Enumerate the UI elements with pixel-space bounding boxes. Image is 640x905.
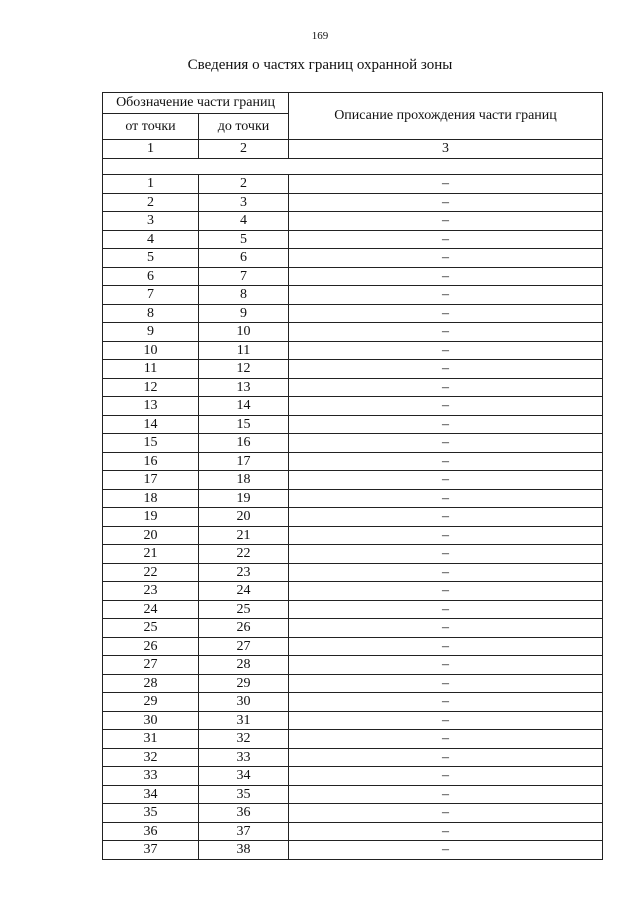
to-point-cell: 7	[199, 267, 289, 286]
table-row	[103, 378, 603, 397]
from-point-cell: 17	[103, 471, 199, 490]
to-point-cell: 6	[199, 249, 289, 268]
table-row	[103, 582, 603, 601]
header-boundary-designation: Обозначение части границ	[103, 93, 289, 114]
to-point-cell: 20	[199, 508, 289, 527]
from-point-cell: 5	[103, 249, 199, 268]
description-cell: –	[289, 323, 603, 342]
to-point-cell: 18	[199, 471, 289, 490]
from-point-cell: 7	[103, 286, 199, 305]
from-point-cell: 12	[103, 378, 199, 397]
to-point-cell: 33	[199, 748, 289, 767]
to-point-cell: 25	[199, 600, 289, 619]
table-row	[103, 767, 603, 786]
table-row	[103, 804, 603, 823]
to-point-cell: 38	[199, 841, 289, 860]
table-row	[103, 341, 603, 360]
from-point-cell: 33	[103, 767, 199, 786]
table-row	[103, 674, 603, 693]
from-point-cell: 28	[103, 674, 199, 693]
from-point-cell: 9	[103, 323, 199, 342]
header-description: Описание прохождения части границ	[289, 93, 603, 140]
table-row	[103, 489, 603, 508]
to-point-cell: 2	[199, 175, 289, 194]
from-point-cell: 26	[103, 637, 199, 656]
to-point-cell: 37	[199, 822, 289, 841]
document-title: Сведения о частях границ охранной зоны	[187, 57, 453, 73]
from-point-cell: 22	[103, 563, 199, 582]
description-cell: –	[289, 711, 603, 730]
to-point-cell: 31	[199, 711, 289, 730]
to-point-cell: 16	[199, 434, 289, 453]
from-point-cell: 29	[103, 693, 199, 712]
to-point-cell: 24	[199, 582, 289, 601]
to-point-cell: 19	[199, 489, 289, 508]
description-cell: –	[289, 267, 603, 286]
to-point-cell: 21	[199, 526, 289, 545]
description-cell: –	[289, 730, 603, 749]
description-cell: –	[289, 415, 603, 434]
from-point-cell: 19	[103, 508, 199, 527]
table-row	[103, 193, 603, 212]
page-number: 169	[311, 30, 329, 42]
description-cell: –	[289, 656, 603, 675]
description-cell: –	[289, 249, 603, 268]
description-cell: –	[289, 748, 603, 767]
from-point-cell: 21	[103, 545, 199, 564]
table-row	[103, 415, 603, 434]
from-point-cell: 36	[103, 822, 199, 841]
table-row	[103, 656, 603, 675]
description-cell: –	[289, 637, 603, 656]
description-cell: –	[289, 452, 603, 471]
from-point-cell: 8	[103, 304, 199, 323]
to-point-cell: 12	[199, 360, 289, 379]
table-row	[103, 508, 603, 527]
table-row	[103, 711, 603, 730]
to-point-cell: 30	[199, 693, 289, 712]
description-cell: –	[289, 600, 603, 619]
to-point-cell: 36	[199, 804, 289, 823]
from-point-cell: 4	[103, 230, 199, 249]
from-point-cell: 32	[103, 748, 199, 767]
description-cell: –	[289, 360, 603, 379]
table-row	[103, 304, 603, 323]
table-row	[103, 249, 603, 268]
description-cell: –	[289, 193, 603, 212]
to-point-cell: 28	[199, 656, 289, 675]
description-cell: –	[289, 397, 603, 416]
from-point-cell: 37	[103, 841, 199, 860]
from-point-cell: 13	[103, 397, 199, 416]
header-to-point: до точки	[199, 114, 289, 140]
description-cell: –	[289, 674, 603, 693]
table-row	[103, 175, 603, 194]
from-point-cell: 14	[103, 415, 199, 434]
description-cell: –	[289, 230, 603, 249]
description-cell: –	[289, 378, 603, 397]
table-row	[103, 693, 603, 712]
to-point-cell: 10	[199, 323, 289, 342]
to-point-cell: 3	[199, 193, 289, 212]
description-cell: –	[289, 804, 603, 823]
from-point-cell: 16	[103, 452, 199, 471]
description-cell: –	[289, 434, 603, 453]
description-cell: –	[289, 582, 603, 601]
from-point-cell: 25	[103, 619, 199, 638]
description-cell: –	[289, 175, 603, 194]
from-point-cell: 11	[103, 360, 199, 379]
description-cell: –	[289, 212, 603, 231]
table-row	[103, 785, 603, 804]
from-point-cell: 27	[103, 656, 199, 675]
to-point-cell: 13	[199, 378, 289, 397]
from-point-cell: 30	[103, 711, 199, 730]
description-cell: –	[289, 545, 603, 564]
table-row	[103, 230, 603, 249]
from-point-cell: 24	[103, 600, 199, 619]
description-cell: –	[289, 489, 603, 508]
description-cell: –	[289, 563, 603, 582]
to-point-cell: 23	[199, 563, 289, 582]
from-point-cell: 1	[103, 175, 199, 194]
from-point-cell: 34	[103, 785, 199, 804]
table-row	[103, 286, 603, 305]
boundary-table	[102, 92, 603, 860]
to-point-cell: 15	[199, 415, 289, 434]
from-point-cell: 20	[103, 526, 199, 545]
spacer-row	[103, 159, 603, 175]
to-point-cell: 27	[199, 637, 289, 656]
description-cell: –	[289, 767, 603, 786]
description-cell: –	[289, 822, 603, 841]
table-row	[103, 822, 603, 841]
description-cell: –	[289, 693, 603, 712]
from-point-cell: 23	[103, 582, 199, 601]
to-point-cell: 17	[199, 452, 289, 471]
description-cell: –	[289, 619, 603, 638]
from-point-cell: 18	[103, 489, 199, 508]
from-point-cell: 31	[103, 730, 199, 749]
table-row	[103, 360, 603, 379]
from-point-cell: 3	[103, 212, 199, 231]
to-point-cell: 26	[199, 619, 289, 638]
from-point-cell: 10	[103, 341, 199, 360]
description-cell: –	[289, 304, 603, 323]
table-row	[103, 397, 603, 416]
table-row	[103, 637, 603, 656]
table-body	[103, 175, 603, 860]
table-row	[103, 600, 603, 619]
description-cell: –	[289, 526, 603, 545]
to-point-cell: 29	[199, 674, 289, 693]
to-point-cell: 5	[199, 230, 289, 249]
description-cell: –	[289, 841, 603, 860]
to-point-cell: 22	[199, 545, 289, 564]
to-point-cell: 32	[199, 730, 289, 749]
description-cell: –	[289, 471, 603, 490]
description-cell: –	[289, 785, 603, 804]
to-point-cell: 4	[199, 212, 289, 231]
table-row	[103, 841, 603, 860]
table-row	[103, 545, 603, 564]
to-point-cell: 9	[199, 304, 289, 323]
from-point-cell: 35	[103, 804, 199, 823]
table-row	[103, 212, 603, 231]
description-cell: –	[289, 341, 603, 360]
column-number: 3	[289, 140, 603, 159]
table-row	[103, 471, 603, 490]
from-point-cell: 15	[103, 434, 199, 453]
to-point-cell: 34	[199, 767, 289, 786]
to-point-cell: 35	[199, 785, 289, 804]
description-cell: –	[289, 508, 603, 527]
description-cell: –	[289, 286, 603, 305]
from-point-cell: 2	[103, 193, 199, 212]
table-row	[103, 434, 603, 453]
to-point-cell: 8	[199, 286, 289, 305]
table-row	[103, 267, 603, 286]
table-row	[103, 619, 603, 638]
header-from-point: от точки	[103, 114, 199, 140]
table-row	[103, 452, 603, 471]
table-row	[103, 526, 603, 545]
table-row	[103, 563, 603, 582]
table-row	[103, 323, 603, 342]
table-row	[103, 748, 603, 767]
from-point-cell: 6	[103, 267, 199, 286]
table-row	[103, 730, 603, 749]
to-point-cell: 14	[199, 397, 289, 416]
column-number: 1	[103, 140, 199, 159]
column-number: 2	[199, 140, 289, 159]
to-point-cell: 11	[199, 341, 289, 360]
